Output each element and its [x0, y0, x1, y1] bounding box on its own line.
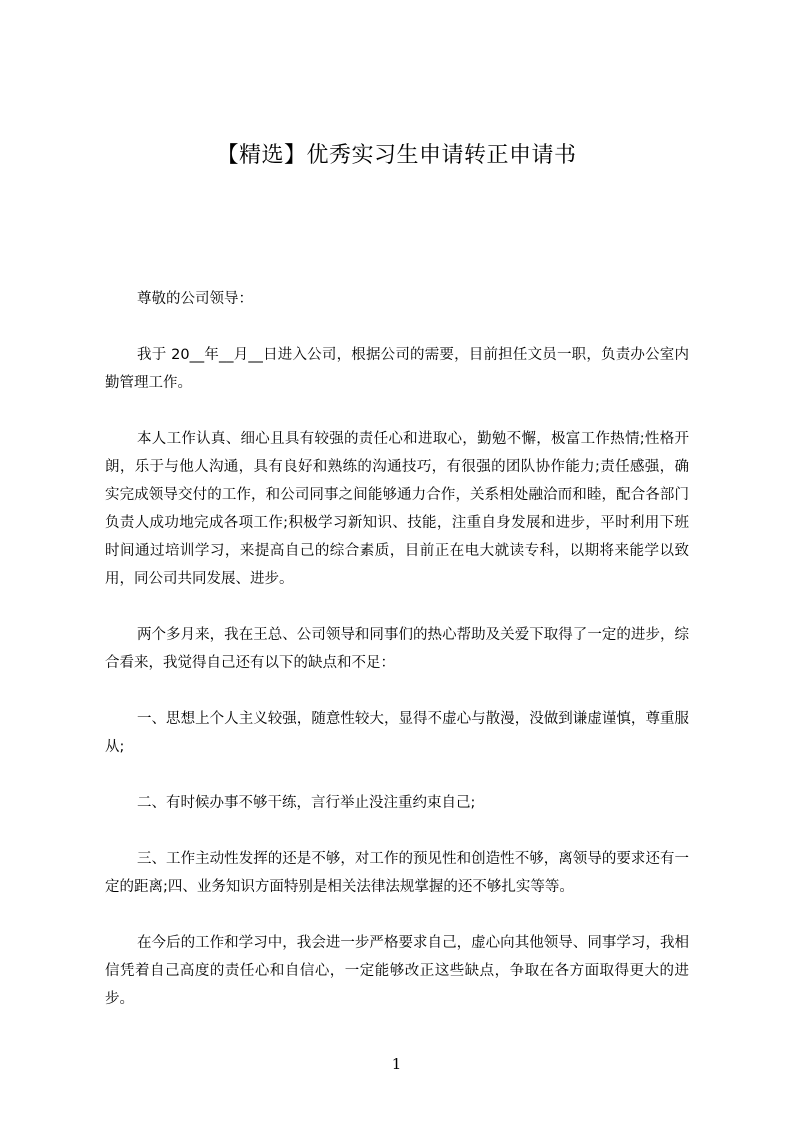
paragraph-join-date: 我于 20__年__月__日进入公司，根据公司的需要，目前担任文员一职，负责办公室内勤管理工作。 — [105, 347, 689, 391]
document-body — [105, 285, 689, 1041]
paragraph-future-plan: 在今后的工作和学习中，我会进一步严格要求自己，虚心向其他领导、同事学习，我相信凭着自己高度的责任心和自信心，一定能够改正这些缺点，争取在各方面取得更大的进步。 — [105, 935, 689, 1007]
paragraph-shortcoming-1: 一、思想上个人主义较强，随意性较大，显得不虚心与散漫，没做到谦虚谨慎，尊重服从; — [105, 711, 689, 755]
paragraph-shortcoming-3: 三、工作主动性发挥的还是不够，对工作的预见性和创造性不够，离领导的要求还有一定的距离;四、业务知识方面特别是相关法律法规掌握的还不够扎实等等。 — [105, 851, 689, 895]
salutation: 尊敬的公司领导： — [137, 291, 253, 307]
document-title: 【精选】优秀实习生申请转正申请书 — [216, 143, 577, 168]
paragraph-self-assessment: 本人工作认真、细心且具有较强的责任心和进取心，勤勉不懈，极富工作热情;性格开朗，乐于与他人沟通，具有良好和熟练的沟通技巧，有很强的团队协作能力;责任感强，确实完成领导交付的工作，和公司同事之间能够通力合作，关系相处融洽而和睦，配合各部门负责人成功地完成各项工作;积极学习新知识、技能，注重自身发展和进步，平时利用下班时间通过培训学习，来提高自己的综合素质，目前正在电大就读专科，以期将来能学以致用，同公司共同发展、进步。 — [105, 431, 689, 587]
page-number: 1 — [391, 1055, 402, 1073]
paragraph-shortcoming-2: 二、有时候办事不够干练，言行举止没注重约束自己; — [137, 795, 476, 811]
paragraph-progress: 两个多月来，我在王总、公司领导和同事们的热心帮助及关爱下取得了一定的进步，综合看来，我觉得自己还有以下的缺点和不足： — [105, 627, 689, 671]
